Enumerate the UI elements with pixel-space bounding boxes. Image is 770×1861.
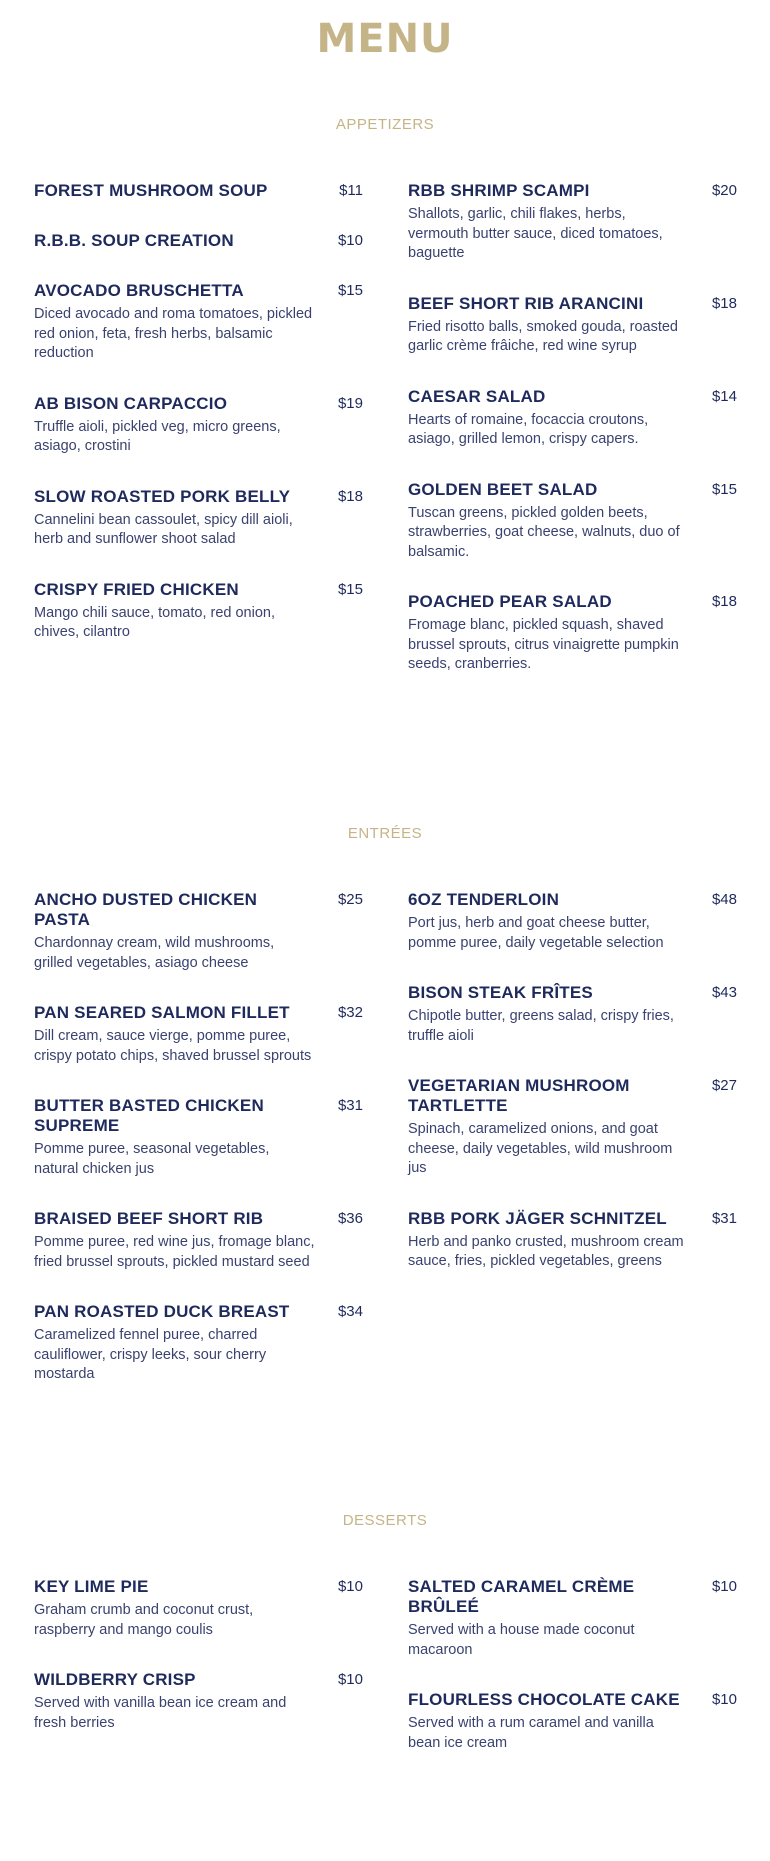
menu-item (34, 1670, 363, 1733)
menu-item (34, 1096, 363, 1179)
menu-item (408, 480, 737, 563)
menu-item (34, 1209, 363, 1272)
item-name: WILDBERRY CRISP (34, 1670, 196, 1689)
page-title: MENU (316, 16, 454, 62)
menu-item (408, 1690, 737, 1753)
menu-item (34, 890, 363, 973)
menu-item (408, 592, 737, 675)
item-description: Hearts of romaine, focaccia croutons, asiago, grilled lemon, crispy capers. (408, 411, 649, 447)
item-name: AB BISON CARPACCIO (34, 393, 228, 413)
item-price: $18 (711, 593, 737, 610)
item-description: Herb and panko crusted, mushroom cream sauce, fries, pickled vegetables, greens (408, 1233, 684, 1269)
section-heading-appetizers: APPETIZERS (335, 116, 435, 133)
menu-item (34, 487, 363, 550)
item-name: FOREST MUSHROOM SOUP (34, 181, 268, 200)
menu-item (34, 1302, 363, 1385)
item-name: SALTED CARAMEL CRÈME BRÛLEÉ (408, 1577, 635, 1616)
item-name: RBB SHRIMP SCAMPI (408, 181, 590, 200)
item-description: Served with a house made coconut macaroon (408, 1622, 635, 1658)
item-description: Diced avocado and roma tomatoes, pickled red onion, feta, fresh herbs, balsamic reduction (34, 306, 313, 361)
menu-item (34, 1003, 363, 1066)
item-description: Fromage blanc, pickled squash, shaved brussel sprouts, citrus vinaigrette pumpkin seeds, cranberries. (408, 617, 679, 672)
item-name: R.B.B. SOUP CREATION (34, 231, 234, 250)
item-price: $32 (337, 1004, 363, 1021)
item-price: $10 (711, 1578, 737, 1595)
item-price: $10 (337, 1671, 363, 1688)
item-price: $31 (711, 1209, 737, 1227)
item-description: Graham crumb and coconut crust, raspberry and mango coulis (34, 1602, 254, 1638)
appetizers-right-column (408, 181, 737, 705)
item-price: $10 (711, 1691, 737, 1708)
item-name: ANCHO DUSTED CHICKEN PASTA (34, 890, 258, 929)
item-name: SLOW ROASTED PORK BELLY (34, 486, 291, 506)
item-price: $34 (337, 1303, 363, 1320)
item-price: $20 (711, 182, 737, 199)
item-price: $15 (711, 480, 737, 498)
item-description: Dill cream, sauce vierge, pomme puree, crispy potato chips, shaved brussel sprouts (34, 1028, 312, 1064)
item-price: $11 (339, 182, 363, 199)
item-name: VEGETARIAN MUSHROOM TARTLETTE (408, 1076, 630, 1115)
menu-item (408, 983, 737, 1046)
item-description: Truffle aioli, pickled veg, micro greens, asiago, crostini (34, 418, 281, 454)
item-name: BUTTER BASTED CHICKEN SUPREME (34, 1096, 264, 1135)
section-heading-entrees: ENTRÉES (347, 825, 423, 842)
menu-item (408, 387, 737, 450)
item-name: CAESAR SALAD (408, 386, 546, 406)
item-description: Cannelini bean cassoulet, spicy dill aioli, herb and sunflower shoot salad (34, 511, 293, 547)
item-description: Mango chili sauce, tomato, red onion, chives, cilantro (34, 604, 275, 640)
menu-item (34, 394, 363, 457)
item-name: AVOCADO BRUSCHETTA (34, 281, 244, 300)
item-price: $14 (711, 387, 737, 405)
item-price: $25 (337, 891, 363, 908)
item-name: KEY LIME PIE (34, 1577, 149, 1596)
item-description: Fried risotto balls, smoked gouda, roasted garlic crème frâiche, red wine syrup (408, 318, 678, 354)
item-name: BEEF SHORT RIB ARANCINI (408, 293, 644, 313)
item-price: $48 (711, 891, 737, 908)
item-description: Chardonnay cream, wild mushrooms, grilled vegetables, asiago cheese (34, 935, 275, 971)
item-price: $10 (337, 232, 363, 249)
desserts-left-column (34, 1577, 363, 1763)
menu-item (408, 1209, 737, 1272)
item-description: Caramelized fennel puree, charred cauliflower, crispy leeks, sour cherry mostarda (34, 1327, 267, 1382)
item-price: $36 (337, 1210, 363, 1227)
menu-item (408, 294, 737, 357)
menu-item (408, 890, 737, 953)
item-name: PAN ROASTED DUCK BREAST (34, 1302, 290, 1321)
item-name: BRAISED BEEF SHORT RIB (34, 1209, 264, 1228)
item-price: $31 (337, 1097, 363, 1114)
item-name: PAN SEARED SALMON FILLET (34, 1003, 290, 1022)
item-price: $15 (337, 282, 363, 299)
menu-item (34, 181, 363, 201)
item-description: Tuscan greens, pickled golden beets, strawberries, goat cheese, walnuts, duo of balsamic. (408, 504, 680, 560)
appetizers-left-column (34, 181, 363, 673)
menu-item (34, 1577, 363, 1640)
item-name: CRISPY FRIED CHICKEN (34, 579, 239, 599)
item-price: $18 (711, 294, 737, 312)
item-description: Served with vanilla bean ice cream and fresh berries (34, 1695, 287, 1731)
section-heading-desserts: DESSERTS (342, 1512, 428, 1529)
menu-item (408, 1577, 737, 1660)
item-price: $19 (337, 394, 363, 412)
item-price: $43 (711, 984, 737, 1001)
menu-item (408, 181, 737, 264)
item-description: Spinach, caramelized onions, and goat cheese, daily vegetables, wild mushroom jus (408, 1121, 673, 1176)
item-description: Port jus, herb and goat cheese butter, pomme puree, daily vegetable selection (408, 915, 664, 951)
item-name: BISON STEAK FRÎTES (408, 983, 593, 1002)
menu-item (34, 281, 363, 364)
item-description: Served with a rum caramel and vanilla bean ice cream (408, 1715, 654, 1751)
entrees-right-column (408, 890, 737, 1302)
item-name: RBB PORK JÄGER SCHNITZEL (408, 1208, 667, 1228)
item-name: POACHED PEAR SALAD (408, 592, 612, 611)
item-price: $18 (337, 487, 363, 505)
item-price: $10 (337, 1578, 363, 1595)
desserts-right-column (408, 1577, 737, 1783)
item-description: Pomme puree, seasonal vegetables, natural chicken jus (34, 1141, 270, 1177)
item-description: Chipotle butter, greens salad, crispy fries, truffle aioli (408, 1008, 674, 1044)
item-description: Shallots, garlic, chili flakes, herbs, vermouth butter sauce, diced tomatoes, baguette (408, 206, 663, 261)
item-description: Pomme puree, red wine jus, fromage blanc, fried brussel sprouts, pickled mustard seed (34, 1234, 315, 1270)
item-name: GOLDEN BEET SALAD (408, 479, 598, 499)
menu-item (408, 1076, 737, 1179)
item-price: $15 (337, 580, 363, 598)
entrees-left-column (34, 890, 363, 1415)
menu-item (34, 231, 363, 251)
item-name: FLOURLESS CHOCOLATE CAKE (408, 1690, 680, 1709)
item-price: $27 (711, 1077, 737, 1094)
item-name: 6OZ TENDERLOIN (408, 890, 560, 909)
menu-item (34, 580, 363, 643)
